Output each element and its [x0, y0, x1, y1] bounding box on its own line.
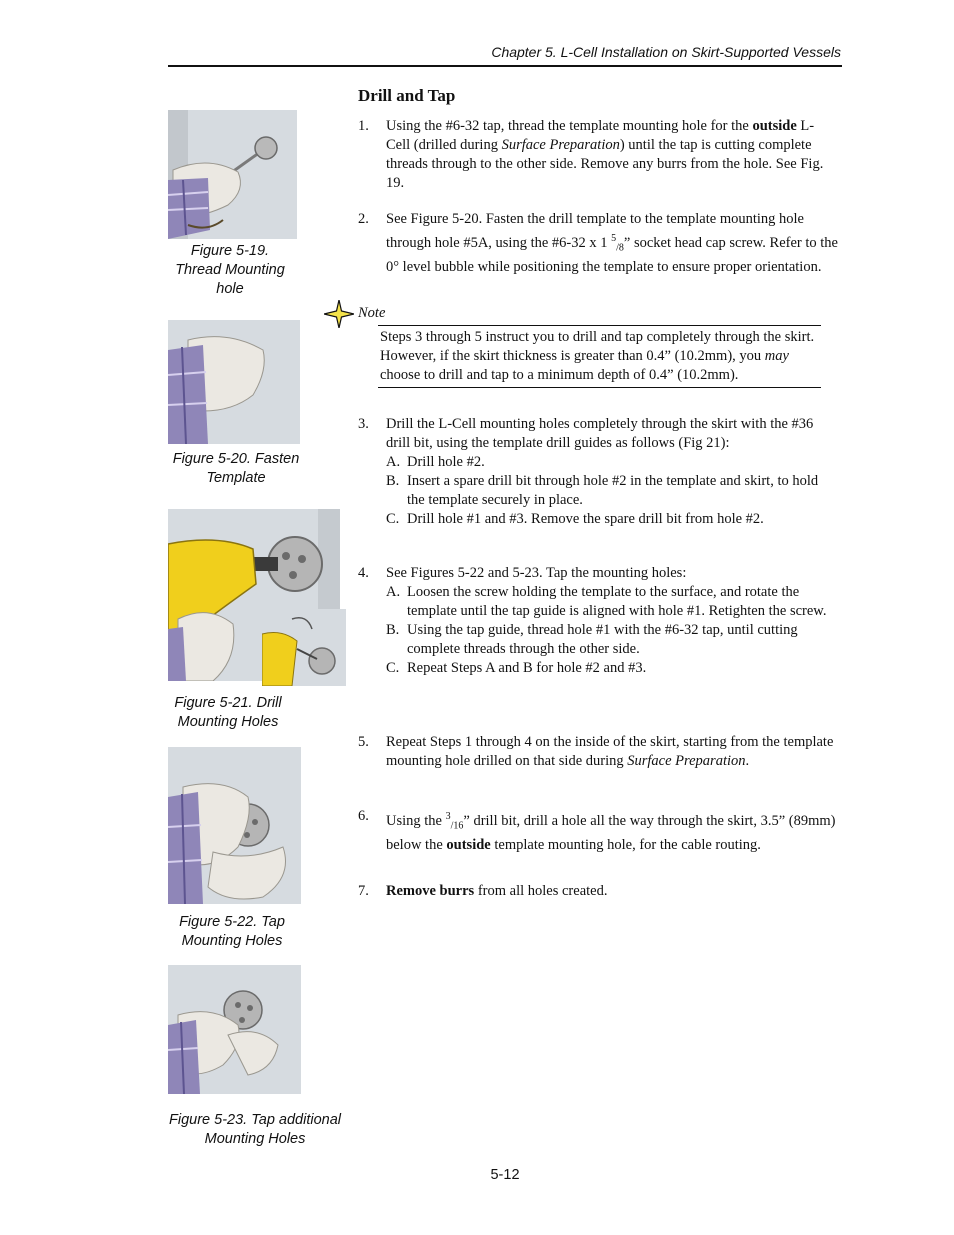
note-icon: [324, 300, 354, 333]
figure-5-23-photo: [168, 965, 301, 1094]
step-text: See Figure 5-20. Fasten the drill template to the template mounting hole through hole #5A, using the #6-32 x 1 $^5_{/8}$” socket head cap screw. Refer to the 0° level bubble while positioning the template to ensure proper orientation.: [386, 211, 838, 275]
emphasis-surface-preparation: Surface Preparation: [501, 137, 620, 153]
step-number: 3.: [358, 416, 369, 432]
step-3: [358, 415, 838, 529]
step-text: Remove burrs from all holes created.: [386, 883, 608, 899]
fraction-numerator: 5: [611, 233, 617, 244]
substep: B. Using the tap guide, thread hole #1 with the #6-32 tap, until cutting complete threads through the other side.: [386, 622, 798, 657]
figure-5-20-caption: Figure 5-20. Fasten Template: [172, 451, 300, 486]
note-box: Steps 3 through 5 instruct you to drill and tap completely through the skirt. However, if the skirt thickness is greater than 0.4” (10.2mm), you may choose to drill and tap to a minimum depth of 0.4” (10.2mm).: [378, 325, 821, 388]
step-text: Using the #6-32 tap, thread the template mounting hole for the outside L-Cell (drilled during Surface Preparation) until the tap is cutting complete threads through to the other side. Remove any burrs from the hole. See Fig. 19.: [386, 118, 824, 191]
step-number: 1.: [358, 118, 369, 134]
step-7: [358, 882, 838, 901]
figure-5-19-photo: [168, 110, 297, 239]
figure-5-21-caption: Figure 5-21. Drill Mounting Holes: [174, 695, 282, 730]
page-number: 5-12: [490, 1167, 520, 1183]
step-text: Using the $^3_{/16}$” drill bit, drill a hole all the way through the skirt, 3.5” (89mm) below the outside template mounting hole, for the cable routing.: [386, 811, 836, 853]
substep: A. Drill hole #2.: [386, 454, 485, 470]
note-label: Note: [358, 305, 386, 321]
figure-5-23-caption: Figure 5-23. Tap additional Mounting Holes: [169, 1112, 341, 1147]
figure-5-22-caption: Figure 5-22. Tap Mounting Holes: [179, 914, 285, 949]
step-number: 6.: [358, 808, 369, 824]
figure-5-22-photo: [168, 747, 301, 904]
step-1: [358, 117, 838, 193]
fraction-denominator: /8: [616, 242, 624, 254]
substep: B. Insert a spare drill bit through hole #2 in the template and skirt, to hold the template securely in place.: [386, 473, 819, 508]
step-number: 4.: [358, 565, 369, 581]
step-text: See Figures 5-22 and 5-23. Tap the mounting holes: A. Loosen the screw holding the template to the surface, and rotate the template until the tap guide is aligned with hole #1. Retighten the screw. B. Using the tap guide, thread hole #1 with the #6-32 tap, until cutting complete threads through the other side. C. Repeat Steps A and B for hole #2 and #3.: [386, 564, 838, 678]
section-title: Drill and Tap: [358, 86, 456, 105]
substep: A. Loosen the screw holding the template to the surface, and rotate the template until the tap guide is aligned with hole #1. Retighten the screw.: [386, 584, 827, 619]
emphasis-outside: outside: [752, 118, 797, 134]
figure-5-19-caption: Figure 5-19. Thread Mounting hole: [175, 243, 285, 297]
emphasis-may: may: [764, 348, 789, 364]
step-number: 2.: [358, 211, 369, 227]
step-number: 5.: [358, 734, 369, 750]
figure-5-20-photo: [168, 320, 300, 444]
step-4: [358, 564, 838, 678]
step-text: Drill the L-Cell mounting holes completely through the skirt with the #36 drill bit, using the template drill guides as follows (Fig 21): A. Drill hole #2. B. Insert a spare drill bit through hole #2 in the template and skirt, to hold the template securely in place. C. Drill hole #1 and #3. Remove the spare drill bit from hole #2.: [386, 415, 838, 529]
step-text: Repeat Steps 1 through 4 on the inside of the skirt, starting from the template mounting hole drilled on that side during Surface Preparation.: [386, 734, 834, 769]
emphasis-remove-burrs: Remove burrs: [386, 883, 475, 899]
fraction-denominator: /16: [450, 820, 464, 832]
substep: C. Drill hole #1 and #3. Remove the spare drill bit from hole #2.: [386, 511, 764, 527]
emphasis-outside: outside: [446, 836, 491, 853]
step-2: [358, 210, 838, 277]
step-5: [358, 733, 838, 771]
substep: C. Repeat Steps A and B for hole #2 and #3.: [386, 660, 647, 676]
header-rule: [168, 65, 842, 67]
fraction-numerator: 3: [445, 811, 451, 822]
figure-5-21-inset-photo: [262, 609, 346, 686]
step-number: 7.: [358, 883, 369, 899]
chapter-header: Chapter 5. L-Cell Installation on Skirt-Supported Vessels: [491, 44, 841, 60]
emphasis-surface-preparation: Surface Preparation: [627, 753, 746, 769]
step-6: [358, 807, 838, 855]
